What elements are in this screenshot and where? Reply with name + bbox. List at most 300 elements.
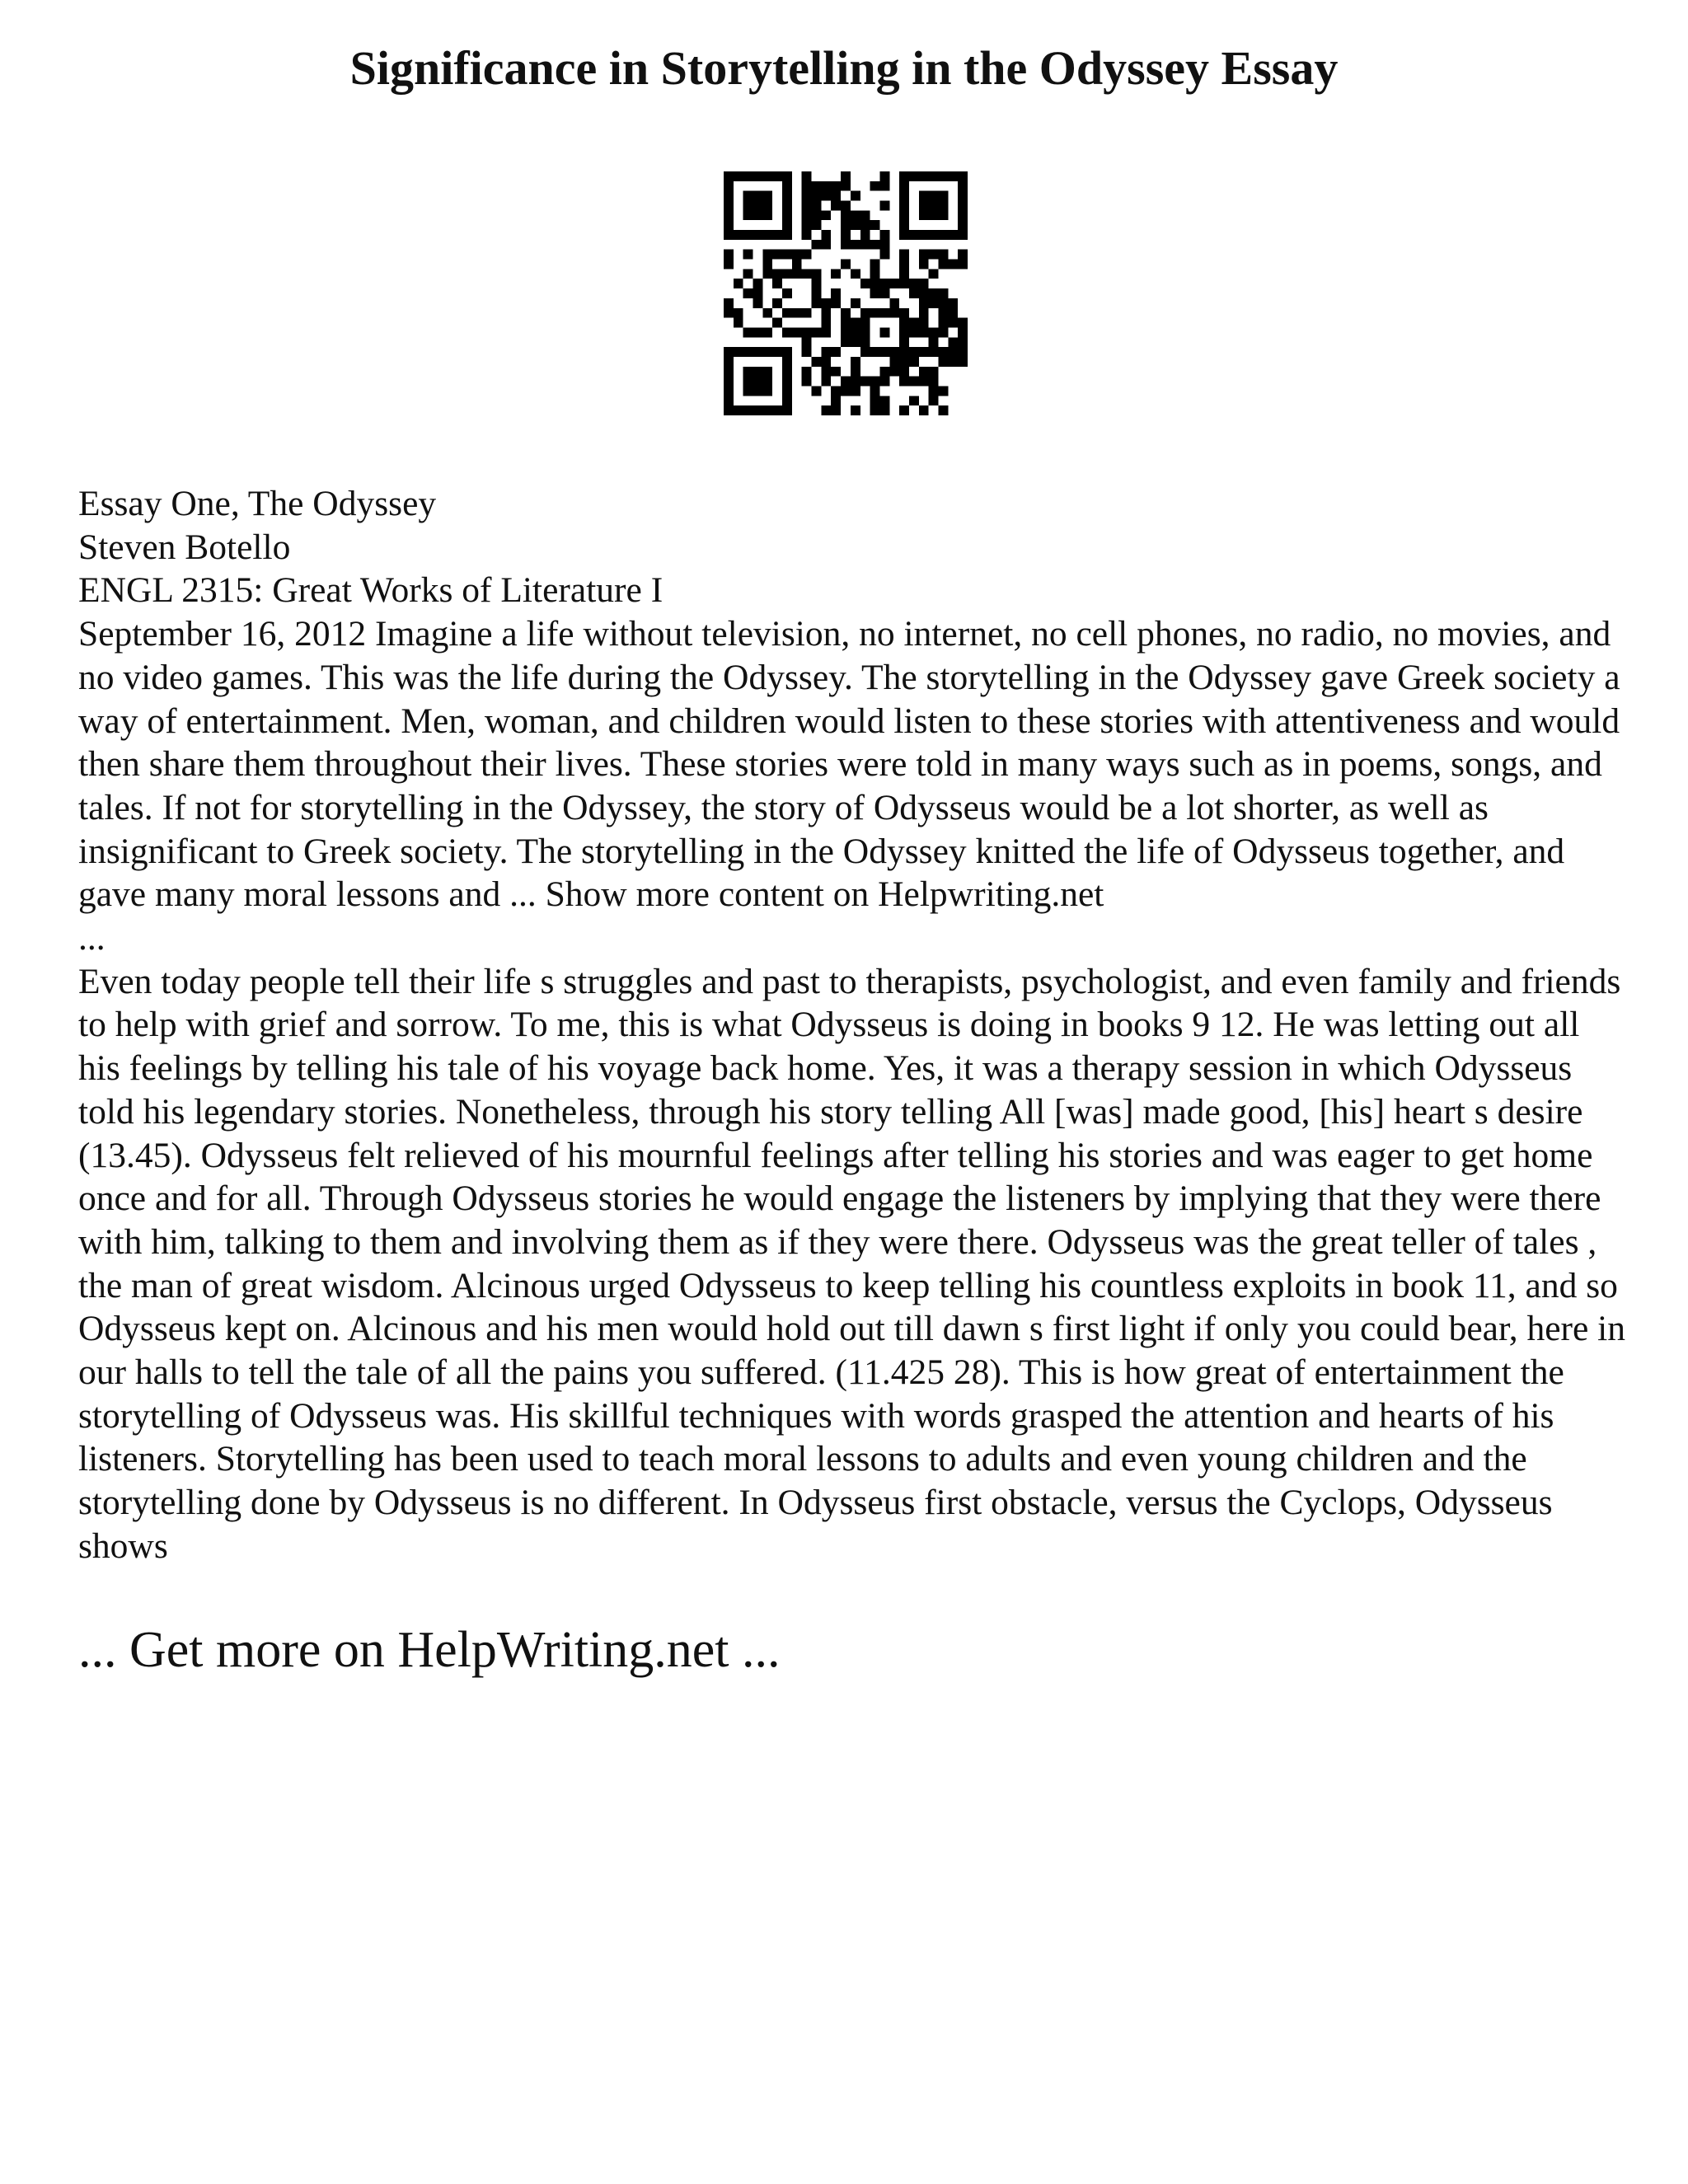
- qr-module: [831, 386, 841, 396]
- qr-module: [743, 269, 753, 279]
- qr-module: [851, 318, 860, 328]
- qr-module: [938, 347, 948, 357]
- qr-module: [802, 269, 812, 279]
- qr-module: [929, 230, 939, 240]
- qr-module: [909, 347, 919, 357]
- qr-module: [802, 377, 812, 387]
- qr-module: [958, 357, 968, 367]
- qr-module: [948, 337, 958, 347]
- qr-module: [948, 260, 958, 269]
- qr-module: [841, 210, 851, 220]
- qr-module: [782, 230, 792, 240]
- qr-module: [919, 250, 929, 260]
- qr-module: [753, 279, 763, 288]
- qr-module: [899, 181, 909, 191]
- qr-module: [870, 279, 880, 288]
- qr-module: [938, 327, 948, 337]
- qr-module: [831, 201, 841, 211]
- qr-module: [724, 171, 734, 181]
- qr-module: [831, 191, 841, 201]
- qr-module: [772, 347, 782, 357]
- qr-module: [938, 298, 948, 308]
- qr-module: [929, 377, 939, 387]
- qr-module: [734, 171, 743, 181]
- qr-module: [831, 405, 841, 415]
- qr-module: [938, 288, 948, 298]
- essay-paragraph: September 16, 2012 Imagine a life without television, no internet, no cell phones, no radio, no movies, and no video games. This was the life during the Odyssey. The storytelling in the Odyssey gave Greek society a way of entertainment. Men, woman, and children would listen to these stories with attentiveness and would then share them throughout their lives. These stories were told in many ways such as in poems, songs, and tales. If not for storytelling in the Odyssey, the story of Odysseus would be a lot shorter, as well as insignificant to Greek society. The storytelling in the Odyssey knitted the life of Odysseus together, and gave many moral lessons and ... Show more content on Helpwriting.net: [78, 614, 1620, 915]
- qr-module: [782, 405, 792, 415]
- qr-module: [841, 308, 851, 318]
- qr-module: [909, 396, 919, 405]
- qr-module: [938, 191, 948, 201]
- qr-module: [841, 260, 851, 269]
- qr-module: [889, 367, 899, 377]
- qr-module: [812, 327, 822, 337]
- qr-module: [860, 308, 870, 318]
- qr-module: [821, 181, 831, 191]
- qr-module: [812, 279, 822, 288]
- qr-module: [919, 260, 929, 269]
- qr-module: [831, 269, 841, 279]
- qr-module: [743, 386, 753, 396]
- qr-module: [899, 220, 909, 230]
- qr-module: [948, 347, 958, 357]
- qr-module: [772, 250, 782, 260]
- qr-module: [802, 230, 812, 240]
- qr-module: [724, 347, 734, 357]
- qr-module: [772, 298, 782, 308]
- qr-module: [724, 377, 734, 387]
- qr-module: [851, 357, 860, 367]
- qr-module: [938, 201, 948, 211]
- qr-module: [958, 201, 968, 211]
- essay-header-line: Steven Botello: [78, 527, 291, 567]
- qr-module: [870, 240, 880, 250]
- qr-module: [860, 377, 870, 387]
- qr-module: [841, 220, 851, 230]
- qr-module: [841, 230, 851, 240]
- qr-module: [812, 298, 822, 308]
- qr-module: [753, 367, 763, 377]
- qr-module: [802, 250, 812, 260]
- qr-module: [841, 171, 851, 181]
- qr-module: [762, 347, 772, 357]
- qr-module: [919, 288, 929, 298]
- qr-module: [919, 405, 929, 415]
- qr-module: [762, 250, 772, 260]
- qr-module: [899, 230, 909, 240]
- qr-module: [879, 377, 889, 387]
- qr-module: [812, 201, 822, 211]
- qr-module: [812, 288, 822, 298]
- qr-module: [753, 298, 763, 308]
- qr-module: [919, 347, 929, 357]
- qr-module: [948, 230, 958, 240]
- qr-module: [870, 181, 880, 191]
- qr-module: [860, 347, 870, 357]
- qr-module: [743, 327, 753, 337]
- qr-module: [762, 210, 772, 220]
- qr-module: [851, 240, 860, 250]
- qr-module: [929, 201, 939, 211]
- qr-module: [812, 240, 822, 250]
- qr-module: [958, 210, 968, 220]
- qr-module: [958, 260, 968, 269]
- qr-module: [919, 308, 929, 318]
- qr-module: [802, 201, 812, 211]
- qr-module: [812, 220, 822, 230]
- qr-module: [889, 298, 899, 308]
- qr-module: [958, 347, 968, 357]
- qr-module: [870, 308, 880, 318]
- qr-module: [802, 210, 812, 220]
- qr-module: [782, 250, 792, 260]
- qr-module: [851, 191, 860, 201]
- qr-module: [724, 386, 734, 396]
- qr-module: [879, 288, 889, 298]
- qr-module: [782, 386, 792, 396]
- qr-module: [831, 367, 841, 377]
- qr-module: [958, 171, 968, 181]
- qr-module: [782, 377, 792, 387]
- qr-module: [743, 250, 753, 260]
- qr-module: [860, 230, 870, 240]
- qr-module: [724, 230, 734, 240]
- qr-module: [929, 210, 939, 220]
- qr-module: [909, 230, 919, 240]
- qr-module: [724, 220, 734, 230]
- qr-module: [879, 181, 889, 191]
- qr-module: [762, 230, 772, 240]
- qr-module: [772, 279, 782, 288]
- qr-module: [929, 288, 939, 298]
- qr-module: [909, 357, 919, 367]
- qr-module: [753, 377, 763, 387]
- qr-module: [802, 308, 812, 318]
- qr-module: [938, 357, 948, 367]
- qr-module: [879, 327, 889, 337]
- qr-module: [929, 269, 939, 279]
- qr-module: [812, 357, 822, 367]
- qr-module: [879, 279, 889, 288]
- qr-module: [753, 201, 763, 211]
- qr-module: [821, 367, 831, 377]
- qr-module: [724, 357, 734, 367]
- qr-module: [792, 327, 802, 337]
- qr-module: [879, 405, 889, 415]
- qr-module: [724, 191, 734, 201]
- qr-module: [929, 327, 939, 337]
- qr-module: [792, 250, 802, 260]
- qr-module: [860, 318, 870, 328]
- qr-module: [831, 288, 841, 298]
- qr-module: [870, 269, 880, 279]
- qr-module: [724, 367, 734, 377]
- qr-module: [938, 386, 948, 396]
- qr-module: [724, 308, 734, 318]
- qr-module: [851, 337, 860, 347]
- qr-module: [743, 405, 753, 415]
- qr-module: [821, 191, 831, 201]
- qr-module: [782, 210, 792, 220]
- qr-module: [821, 298, 831, 308]
- qr-module: [753, 288, 763, 298]
- qr-module: [792, 269, 802, 279]
- qr-module: [782, 308, 792, 318]
- qr-module: [841, 327, 851, 337]
- qr-module: [792, 308, 802, 318]
- qr-module: [743, 201, 753, 211]
- qr-module: [948, 298, 958, 308]
- qr-module: [860, 279, 870, 288]
- qr-module: [743, 230, 753, 240]
- qr-module: [938, 230, 948, 240]
- qr-module: [734, 405, 743, 415]
- qr-module: [919, 171, 929, 181]
- qr-module: [792, 260, 802, 269]
- qr-module: [899, 250, 909, 260]
- qr-module: [724, 298, 734, 308]
- qr-module: [762, 201, 772, 211]
- qr-module: [743, 347, 753, 357]
- qr-module: [879, 308, 889, 318]
- qr-module: [772, 269, 782, 279]
- qr-module: [919, 377, 929, 387]
- qr-module: [948, 318, 958, 328]
- qr-module: [821, 210, 831, 220]
- qr-module: [841, 240, 851, 250]
- qr-module: [938, 308, 948, 318]
- qr-module: [851, 220, 860, 230]
- qr-module: [958, 230, 968, 240]
- qr-module: [909, 327, 919, 337]
- qr-module: [743, 367, 753, 377]
- qr-module: [879, 347, 889, 357]
- qr-module: [743, 377, 753, 387]
- qr-module: [821, 377, 831, 387]
- qr-module: [889, 279, 899, 288]
- qr-module: [860, 337, 870, 347]
- qr-module: [831, 298, 841, 308]
- qr-module: [831, 181, 841, 191]
- qr-module: [929, 191, 939, 201]
- qr-module: [938, 260, 948, 269]
- essay-header-line: Essay One, The Odyssey: [78, 484, 437, 523]
- qr-module: [724, 201, 734, 211]
- essay-ellipsis: ...: [78, 918, 106, 958]
- qr-module: [782, 269, 792, 279]
- qr-module: [860, 327, 870, 337]
- qr-module: [762, 386, 772, 396]
- qr-module: [762, 367, 772, 377]
- qr-module: [919, 201, 929, 211]
- qr-module: [899, 357, 909, 367]
- qr-module: [782, 367, 792, 377]
- qr-module: [734, 318, 743, 328]
- qr-module: [919, 191, 929, 201]
- qr-module: [909, 279, 919, 288]
- qr-module: [724, 396, 734, 405]
- qr-module: [762, 171, 772, 181]
- qr-module: [841, 337, 851, 347]
- document-title: Significance in Storytelling in the Odyssey Essay: [349, 41, 1339, 95]
- qr-module: [879, 230, 889, 240]
- qr-module: [899, 377, 909, 387]
- qr-module: [899, 337, 909, 347]
- qr-module: [782, 171, 792, 181]
- qr-module: [899, 405, 909, 415]
- qr-module: [812, 210, 822, 220]
- qr-module: [772, 318, 782, 328]
- qr-module: [762, 327, 772, 337]
- qr-module: [734, 279, 743, 288]
- qr-module: [772, 405, 782, 415]
- qr-module: [802, 181, 812, 191]
- qr-module: [879, 171, 889, 181]
- qr-module: [851, 386, 860, 396]
- qr-module: [782, 191, 792, 201]
- qr-module: [821, 357, 831, 367]
- qr-module: [821, 318, 831, 328]
- qr-module: [762, 191, 772, 201]
- qr-module: [753, 171, 763, 181]
- qr-module: [958, 181, 968, 191]
- qr-code-icon[interactable]: [724, 171, 968, 415]
- qr-module: [870, 377, 880, 387]
- qr-module: [899, 318, 909, 328]
- qr-module: [929, 250, 939, 260]
- qr-module: [929, 396, 939, 405]
- qr-module: [958, 250, 968, 260]
- qr-module: [860, 210, 870, 220]
- qr-module: [782, 327, 792, 337]
- qr-module: [802, 367, 812, 377]
- qr-module: [734, 308, 743, 318]
- qr-module: [870, 396, 880, 405]
- qr-module: [899, 327, 909, 337]
- qr-module: [929, 171, 939, 181]
- qr-module: [899, 367, 909, 377]
- qr-module: [782, 347, 792, 357]
- qr-module: [851, 269, 860, 279]
- qr-module: [782, 201, 792, 211]
- essay-body: [78, 482, 1628, 1568]
- qr-module: [899, 210, 909, 220]
- qr-module: [762, 377, 772, 387]
- qr-module: [909, 171, 919, 181]
- qr-module: [724, 250, 734, 260]
- qr-module: [948, 308, 958, 318]
- qr-module: [831, 347, 841, 357]
- qr-module: [782, 396, 792, 405]
- qr-module: [899, 347, 909, 357]
- qr-module: [899, 279, 909, 288]
- qr-module: [860, 240, 870, 250]
- qr-module: [879, 367, 889, 377]
- qr-module: [753, 230, 763, 240]
- qr-module: [812, 191, 822, 201]
- qr-module: [743, 191, 753, 201]
- qr-module: [870, 220, 880, 230]
- qr-module: [812, 181, 822, 191]
- qr-module: [899, 191, 909, 201]
- qr-module: [948, 357, 958, 367]
- qr-module: [929, 298, 939, 308]
- qr-module: [919, 210, 929, 220]
- qr-module: [753, 327, 763, 337]
- qr-module: [899, 171, 909, 181]
- qr-module: [841, 386, 851, 396]
- qr-module: [929, 337, 939, 347]
- qr-module: [909, 288, 919, 298]
- qr-module: [851, 327, 860, 337]
- qr-module: [909, 377, 919, 387]
- qr-module: [821, 327, 831, 337]
- qr-module: [870, 347, 880, 357]
- qr-module: [938, 405, 948, 415]
- qr-module: [753, 210, 763, 220]
- qr-module: [929, 367, 939, 377]
- qr-module: [938, 318, 948, 328]
- qr-module: [753, 191, 763, 201]
- qr-module: [870, 405, 880, 415]
- qr-module: [734, 230, 743, 240]
- qr-module: [919, 318, 929, 328]
- qr-module: [919, 298, 929, 308]
- qr-module: [919, 279, 929, 288]
- qr-module: [851, 298, 860, 308]
- qr-module: [958, 318, 968, 328]
- qr-module: [958, 327, 968, 337]
- qr-module: [958, 191, 968, 201]
- qr-module: [870, 288, 880, 298]
- qr-module: [743, 171, 753, 181]
- qr-module: [929, 347, 939, 357]
- essay-paragraph: Even today people tell their life s struggles and past to therapists, psychologist, and even family and friends to help with grief and sorrow. To me, this is what Odysseus is doing in books 9 12. He was letting out all his feelings by telling his tale of his voyage back home. Yes, it was a therapy session in which Odysseus told his legendary stories. Nonetheless, through his story telling All [was] made good, [his] heart s desire (13.45). Odysseus felt relieved of his mournful feelings after telling his stories and was eager to get home once and for all. Through Odysseus stories he would engage the listeners by implying that they were there with him, talking to them and involving them as if they were there. Odysseus was the great teller of tales , the man of great wisdom. Alcinous urged Odysseus to keep telling his countless exploits in book 11, and so Odysseus kept on. Alcinous and his men would hold out till dawn s first light if only you could bear, here in our halls to tell the tale of all the pains you suffered. (11.425 28). This is how great of entertainment the storytelling of Odysseus was. His skillful techniques with words grasped the attention and hearts of his listeners. Storytelling has been used to teach moral lessons to adults and even young children and the storytelling done by Odysseus is no different. In Odysseus first obstacle, versus the Cyclops, Odysseus shows: [78, 961, 1625, 1566]
- qr-module: [782, 357, 792, 367]
- qr-module: [851, 367, 860, 377]
- essay-header-line: ENGL 2315: Great Works of Literature I: [78, 570, 663, 611]
- qr-module: [899, 269, 909, 279]
- qr-module: [919, 230, 929, 240]
- qr-module: [938, 210, 948, 220]
- qr-module: [724, 181, 734, 191]
- qr-module: [782, 181, 792, 191]
- qr-module: [889, 357, 899, 367]
- qr-module: [879, 250, 889, 260]
- qr-module: [812, 386, 822, 396]
- qr-module: [851, 377, 860, 387]
- qr-module: [743, 288, 753, 298]
- qr-module: [753, 386, 763, 396]
- qr-module: [870, 386, 880, 396]
- qr-module: [831, 396, 841, 405]
- qr-module: [762, 269, 772, 279]
- qr-module: [772, 230, 782, 240]
- qr-module: [821, 230, 831, 240]
- qr-module: [821, 347, 831, 357]
- get-more-link[interactable]: ... Get more on HelpWriting.net ...: [78, 1622, 781, 1678]
- qr-module: [958, 220, 968, 230]
- qr-module: [812, 269, 822, 279]
- qr-module: [860, 220, 870, 230]
- qr-module: [782, 288, 792, 298]
- qr-module: [919, 327, 929, 337]
- qr-module: [948, 171, 958, 181]
- qr-module: [841, 318, 851, 328]
- qr-module: [802, 337, 812, 347]
- qr-module: [821, 240, 831, 250]
